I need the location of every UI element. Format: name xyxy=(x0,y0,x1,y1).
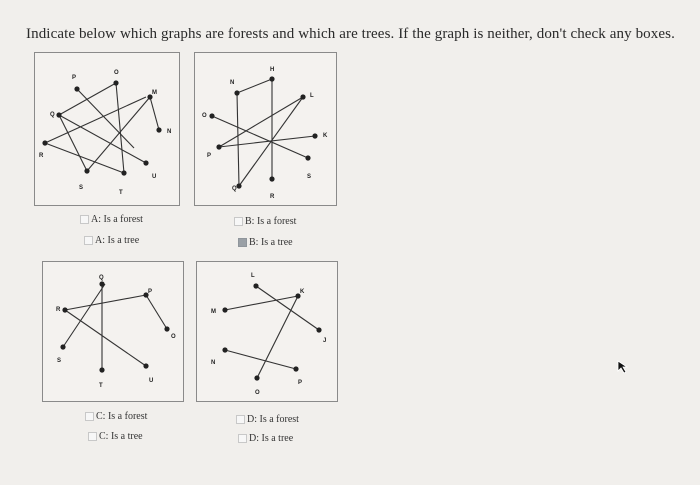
graph-c-drawing xyxy=(43,262,183,401)
vertex-c-s xyxy=(60,344,65,349)
graph-b-drawing xyxy=(195,53,336,205)
option-d-tree-label: D: Is a tree xyxy=(249,433,294,444)
mouse-cursor-icon xyxy=(617,360,629,374)
vertex-c-r xyxy=(62,307,67,312)
label-a-r: R xyxy=(39,153,44,159)
option-c-tree[interactable] xyxy=(88,431,143,442)
label-c-u: U xyxy=(149,378,154,384)
option-a-tree[interactable] xyxy=(84,235,139,246)
graph-c xyxy=(42,261,184,402)
option-c-tree-label: C: Is a tree xyxy=(99,431,143,442)
label-a-p: P xyxy=(72,75,77,81)
label-b-p: P xyxy=(207,153,212,159)
option-b-tree-label: B: Is a tree xyxy=(249,237,293,248)
label-a-q: Q xyxy=(50,112,55,118)
checkbox-d-tree[interactable] xyxy=(238,434,247,443)
graph-a xyxy=(34,52,180,206)
label-a-s: S xyxy=(79,185,84,191)
label-a-n: N xyxy=(167,129,172,135)
graph-d-drawing xyxy=(197,262,337,401)
option-d-forest[interactable] xyxy=(236,414,299,425)
option-c-forest-label: C: Is a forest xyxy=(96,411,148,422)
vertex-b-s xyxy=(305,155,310,160)
option-c-forest[interactable] xyxy=(85,411,147,422)
vertex-b-l xyxy=(300,94,305,99)
label-d-m: M xyxy=(211,309,216,315)
label-b-h: H xyxy=(270,67,275,73)
vertex-a-t xyxy=(121,170,126,175)
vertex-d-n xyxy=(222,347,227,352)
option-a-forest-label: A: Is a forest xyxy=(91,214,143,225)
label-c-p: P xyxy=(148,289,153,295)
vertex-c-o xyxy=(164,326,169,331)
label-b-l: L xyxy=(310,93,314,99)
checkbox-c-tree[interactable] xyxy=(88,432,97,441)
question-text: Indicate below which graphs are forests and which are trees. If the graph is neither, don't check any boxes. xyxy=(26,26,675,42)
label-b-s: S xyxy=(307,174,312,180)
option-b-forest-label: B: Is a forest xyxy=(245,216,297,227)
graph-b xyxy=(194,52,337,206)
label-c-t: T xyxy=(99,383,103,389)
option-d-forest-label: D: Is a forest xyxy=(247,414,299,425)
vertex-c-t xyxy=(99,367,104,372)
checkbox-d-forest[interactable] xyxy=(236,415,245,424)
label-d-o: O xyxy=(255,390,260,396)
vertex-c-u xyxy=(143,363,148,368)
label-b-k: K xyxy=(323,133,328,139)
vertex-b-o xyxy=(209,113,214,118)
vertex-a-q xyxy=(56,112,61,117)
vertex-b-p xyxy=(216,144,221,149)
vertex-b-q xyxy=(236,183,241,188)
label-d-p: P xyxy=(298,380,303,386)
vertex-a-o xyxy=(113,80,118,85)
label-c-o: O xyxy=(171,334,176,340)
label-c-q: Q xyxy=(99,275,104,281)
label-c-r: R xyxy=(56,307,61,313)
graph-d xyxy=(196,261,338,402)
vertex-d-j xyxy=(316,327,321,332)
vertex-b-n xyxy=(234,90,239,95)
option-a-tree-label: A: Is a tree xyxy=(95,235,140,246)
checkbox-c-forest[interactable] xyxy=(85,412,94,421)
vertex-a-s xyxy=(84,168,89,173)
label-a-u: U xyxy=(152,174,157,180)
label-a-o: O xyxy=(114,70,119,76)
label-a-t: T xyxy=(119,190,123,196)
checkbox-a-tree[interactable] xyxy=(84,236,93,245)
vertex-d-l xyxy=(253,283,258,288)
vertex-b-h xyxy=(269,76,274,81)
label-d-n: N xyxy=(211,360,216,366)
checkbox-a-forest[interactable] xyxy=(80,215,89,224)
vertex-a-n xyxy=(156,127,161,132)
vertex-b-k xyxy=(312,133,317,138)
label-a-m: M xyxy=(152,90,157,96)
label-d-j: J xyxy=(323,338,327,344)
label-b-q: Q xyxy=(232,186,237,192)
vertex-a-r xyxy=(42,140,47,145)
option-b-forest[interactable] xyxy=(234,216,296,227)
option-b-tree[interactable] xyxy=(238,237,293,248)
label-d-l: L xyxy=(251,273,255,279)
vertex-a-p xyxy=(74,86,79,91)
checkbox-b-forest[interactable] xyxy=(234,217,243,226)
option-a-forest[interactable] xyxy=(80,214,143,225)
label-b-n: N xyxy=(230,80,235,86)
vertex-a-u xyxy=(143,160,148,165)
graph-a-drawing xyxy=(35,53,179,205)
option-d-tree[interactable] xyxy=(238,433,293,444)
vertex-c-q xyxy=(99,281,104,286)
vertex-d-o xyxy=(254,375,259,380)
checkbox-b-tree[interactable] xyxy=(238,238,247,247)
vertex-b-r xyxy=(269,176,274,181)
vertex-d-m xyxy=(222,307,227,312)
vertex-d-p xyxy=(293,366,298,371)
label-c-s: S xyxy=(57,358,62,364)
label-b-r: R xyxy=(270,194,275,200)
label-b-o: O xyxy=(202,113,207,119)
label-d-k: K xyxy=(300,289,305,295)
